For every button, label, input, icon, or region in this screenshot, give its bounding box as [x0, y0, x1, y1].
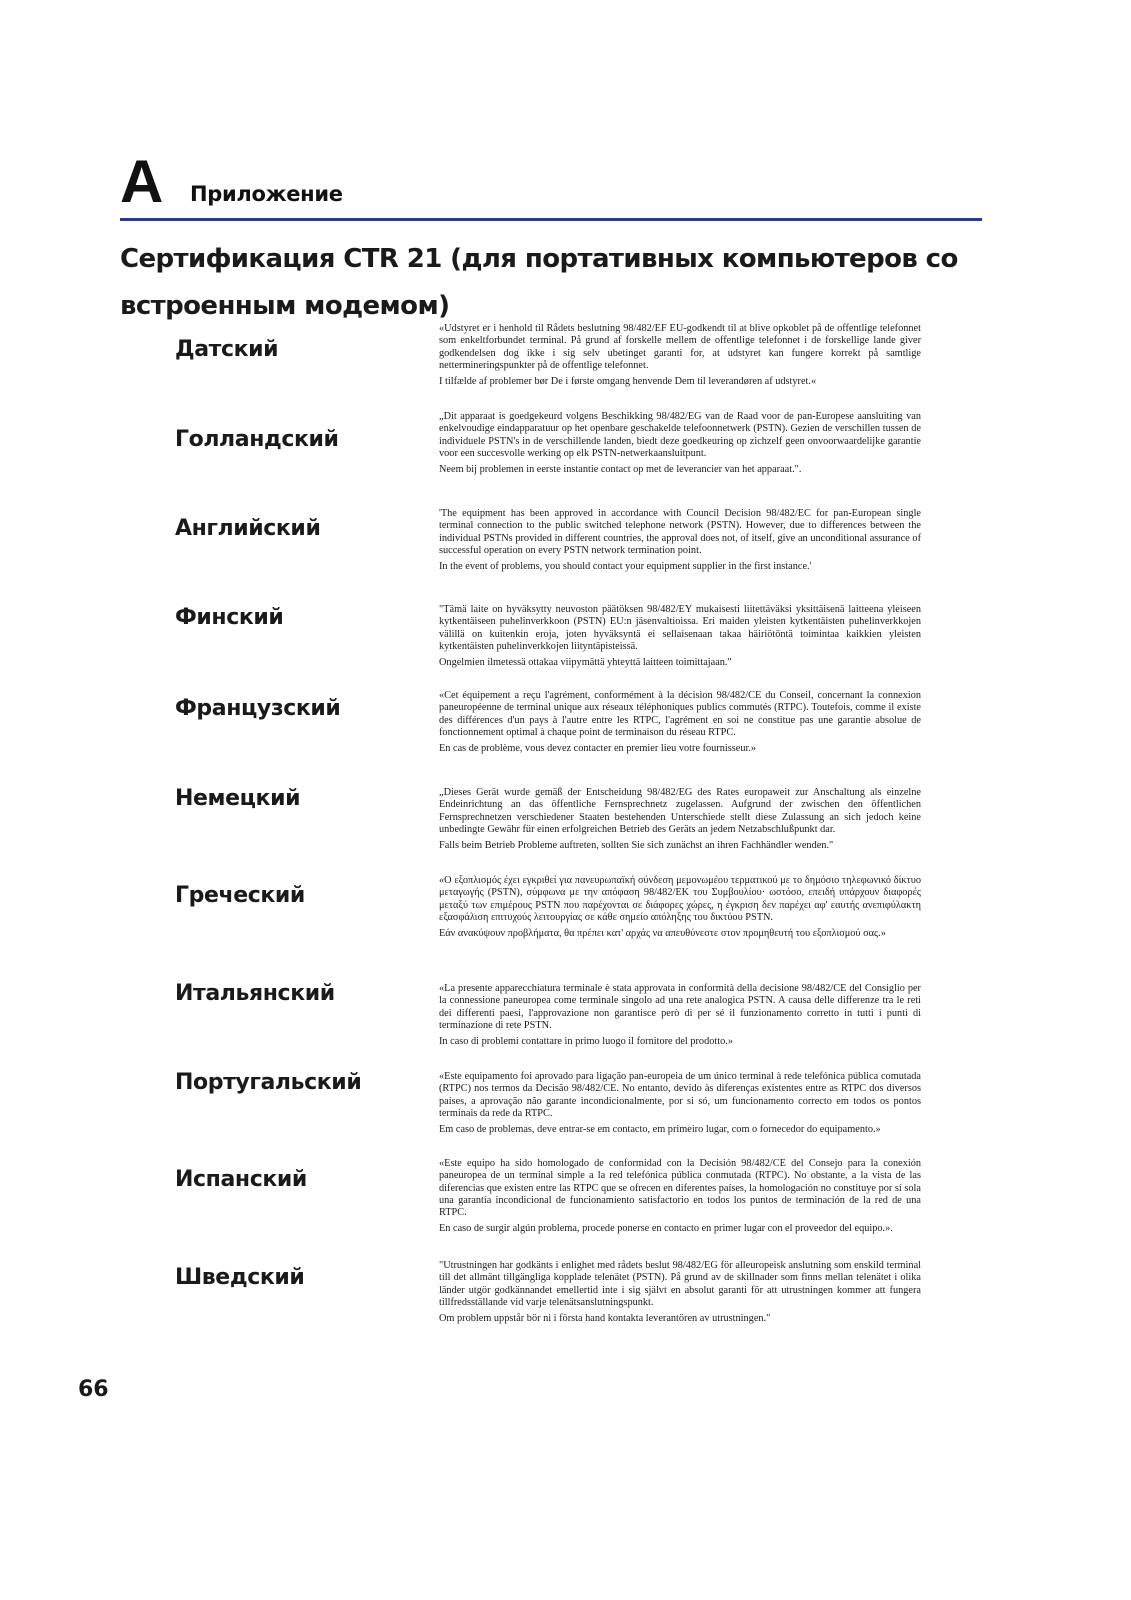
paragraph: „Dit apparaat is goedgekeurd volgens Beschikking 98/482/EG van de Raad voor de pan-Europese aansluiting van enkelvoudige eindapparatuur op het openbare geschakelde telefoonnetwerk (PSTN). Gezien de verschillen tussen de individuele PSTN's in de verschillende landen, biedt deze goedkeuring op zichzelf geen onvoorwaardelijke garantie voor een succesvolle werking op elk PSTN-netwerkaansluitpunt.	[439, 411, 921, 459]
language-text-french	[439, 690, 921, 759]
language-text-english	[439, 508, 921, 577]
paragraph: Falls beim Betrieb Probleme auftreten, sollten Sie sich zunächst an ihren Fachhändler wenden."	[439, 840, 834, 852]
language-label-italian: Итальянский	[175, 981, 335, 1006]
language-label-french: Французский	[175, 696, 341, 721]
language-text-italian	[439, 983, 921, 1052]
paragraph: Neem bij problemen in eerste instantie contact op met de leverancier van het apparaat.".	[439, 464, 802, 476]
paragraph: En cas de problème, vous devez contacter en premier lieu votre fournisseur.»	[439, 743, 757, 755]
section-title: Сертификация CTR 21 (для портативных компьютеров со встроенным модемом)	[120, 244, 958, 321]
language-label-swedish: Шведский	[175, 1265, 305, 1290]
paragraph: En caso de surgir algún problema, procede ponerse en contacto en primer lugar con el proveedor del equipo.».	[439, 1223, 893, 1235]
language-text-german	[439, 787, 921, 856]
paragraph: «Este equipo ha sido homologado de conformidad con la Decisión 98/482/CE del Consejo para la conexión paneuropea de un terminal simple a la red telefónica pública conmutada (RTPC). No obstante, a la vista de las diferencias que existen entre las RTPC que se ofrecen en diferentes países, la homologación no constituye por sí sola una garantía incondicional de funcionamiento satisfactorio en todos los puntos de terminación de la red de una RTPC.	[439, 1158, 921, 1219]
language-label-danish: Датский	[175, 337, 279, 362]
page-number: 66	[78, 1377, 109, 1402]
header-rule	[120, 218, 982, 221]
paragraph: 'The equipment has been approved in accordance with Council Decision 98/482/EC for pan-European single terminal connection to the public switched telephone network (PSTN). However, due to differences between the individual PSTNs provided in different countries, the approval does not, of itself, give an unconditional assurance of successful operation on every PSTN network termination point.	[439, 508, 921, 556]
chapter-header	[120, 150, 982, 222]
language-text-swedish	[439, 1260, 921, 1329]
paragraph: «Este equipamento foi aprovado para ligação pan-europeia de um único terminal à rede telefónica pública comutada (RTPC) nos termos da Decisão 98/482/CE. No entanto, devido às diferenças existentes entre as RTPC dos diversos países, a aprovação não garante incondicionalmente, por si só, um funcionamento correcto em todos os pontos terminais da rede da RTPC.	[439, 1071, 921, 1119]
paragraph: "Tämä laite on hyväksytty neuvoston päätöksen 98/482/EY mukaisesti liitettäväksi yksittäisenä laitteena yleiseen kytkentäiseen puhelinverkkoon (PSTN) EU:n jäsenvaltioissa. Eri maiden yleisten kytkentäisten puhelinverkkojen välillä on kuitenkin eroja, joten hyväksyntä ei sellaisenaan takaa häiriötöntä toimintaa kaikkien yleisten kytkentäisten puhelinverkkojen liityntäpisteissä.	[439, 604, 921, 652]
language-label-german: Немецкий	[175, 786, 301, 811]
chapter-letter: A	[120, 148, 164, 215]
paragraph: «La presente apparecchiatura terminale è stata approvata in conformità della decisione 98/482/CE del Consiglio per la connessione paneuropea come terminale singolo ad una rete analogica PSTN. A causa delle differenze tra le reti dei differenti paesi, l'approvazione non garantisce però di per sé il funzionamento corretto in tutti i punti di terminazione di rete PSTN.	[439, 983, 921, 1031]
paragraph: Om problem uppstår bör ni i första hand kontakta leverantören av utrustningen."	[439, 1313, 771, 1325]
language-text-portuguese	[439, 1071, 921, 1140]
paragraph: In caso di problemi contattare in primo luogo il fornitore del prodotto.»	[439, 1036, 733, 1048]
language-label-spanish: Испанский	[175, 1167, 307, 1192]
paragraph: «Udstyret er i henhold til Rådets beslutning 98/482/EF EU-godkendt til at blive opkoblet på de offentlige telefonnet som enkeltforbundet terminal. På grund af forskelle mellem de offentlige telefonnet i de forskellige lande giver godkendelsen dog ikke i sig selv ubetinget garanti for, at udstyret kan fungere korrekt på samtlige nettermineringspunkter på de offentlige telefonnet.	[439, 323, 921, 371]
paragraph: „Dieses Gerät wurde gemäß der Entscheidung 98/482/EG des Rates europaweit zur Anschaltung als einzelne Endeinrichtung an das öffentliche Fernsprechnetz zugelassen. Aufgrund der zwischen den öffentlichen Fernsprechnetzen verschiedener Staaten bestehenden Unterschiede stellt diese Zulassung an sich jedoch keine unbedingte Gewähr für einen erfolgreichen Betrieb des Geräts an jedem Netzabschlußpunkt dar.	[439, 787, 921, 835]
paragraph: Em caso de problemas, deve entrar-se em contacto, em primeiro lugar, com o fornecedor do equipamento.»	[439, 1124, 881, 1136]
language-label-portuguese: Португальский	[175, 1070, 362, 1095]
paragraph: In the event of problems, you should contact your equipment supplier in the first instance.'	[439, 561, 812, 573]
language-text-spanish	[439, 1158, 921, 1240]
language-label-greek: Греческий	[175, 883, 305, 908]
paragraph: «Cet équipement a reçu l'agrément, conformément à la décision 98/482/CE du Conseil, concernant la connexion paneuropéenne de terminal unique aux réseaux téléphoniques publics commutés (RTPC). Toutefois, comme il existe des différences d'un pays à l'autre entre les RTPC, l'agrément en soi ne constitue pas une garantie absolue de fonctionnement optimal à chaque point de terminaison du réseau RTPC.	[439, 690, 921, 738]
paragraph: Ongelmien ilmetessä ottakaa viipymättä yhteyttä laitteen toimittajaan."	[439, 657, 732, 669]
language-label-finnish: Финский	[175, 605, 284, 630]
language-text-danish	[439, 323, 921, 392]
language-label-english: Английский	[175, 516, 321, 541]
language-text-dutch	[439, 411, 921, 480]
paragraph: «Ο εξοπλισμός έχει εγκριθεί για πανευρωπαϊκή σύνδεση μεμονωμέου τερματικού με το δημόσιο τηλεφωνικό δίκτυο μεταγωγής (PSTN), σύμφωνα με την απόφαση 98/482/ΕΚ του Συμβουλίου· ωστόσο, επειδή υπάρχουν διαφορές μεταξύ των επιμέρους PSTN που παρέχονται σε διάφορες χώρες, η έγκριση δεν παρέχει αφ' εαυτής ανεπιφύλακτη εξασφάλιση επιτυχούς λειτουργίας σε κάθε σημείο απόληξης του δικτύου PSTN.	[439, 875, 921, 923]
chapter-name: Приложение	[190, 182, 343, 206]
paragraph: "Utrustningen har godkänts i enlighet med rådets beslut 98/482/EG för alleuropeisk anslutning som enskild terminal till det allmänt tillgängliga kopplade telenätet (PSTN). På grund av de skillnader som finns mellan telenätet i olika länder utgör godkännandet emellertid inte i sig självt en absolut garanti för att utrustningen kommer att fungera tillfredsställande vid varje telenätsanslutningspunkt.	[439, 1260, 921, 1308]
paragraph: I tilfælde af problemer bør De i første omgang henvende Dem til leverandøren af udstyret.«	[439, 376, 817, 388]
language-text-finnish	[439, 604, 921, 673]
paragraph: Εάν ανακύψουν προβλήματα, θα πρέπει κατ' αρχάς να απευθύνεστε στον προμηθευτή του εξοπλισμού σας.»	[439, 928, 886, 940]
language-label-dutch: Голландский	[175, 427, 339, 452]
language-text-greek	[439, 875, 921, 944]
